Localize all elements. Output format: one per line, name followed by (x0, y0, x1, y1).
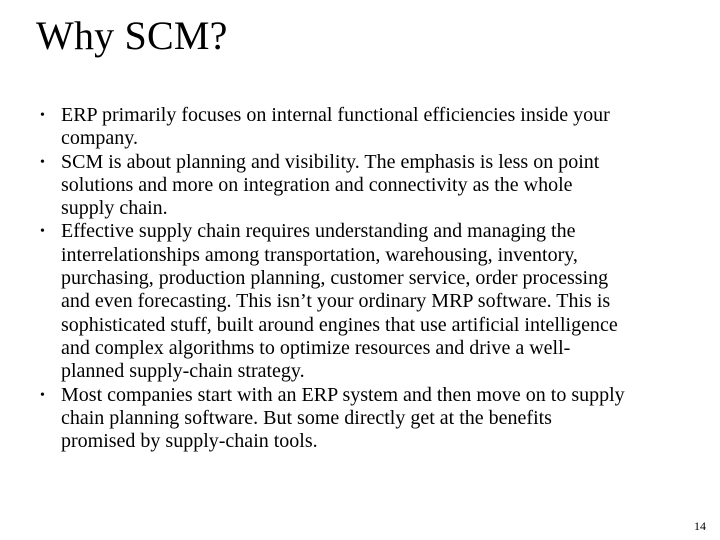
bullet-icon: • (40, 154, 45, 170)
bullet-text: Most companies start with an ERP system and then move on to supply chain planning software. But some directly get at the benefits promised by supply-chain tools. (61, 383, 625, 453)
bullet-item-erp-focus (40, 104, 630, 151)
bullet-text: SCM is about planning and visibility. The emphasis is less on point solutions and more on integration and connectivity as the whole supply chain. (61, 150, 600, 220)
bullet-text: ERP primarily focuses on internal functional efficiencies inside your company. (61, 104, 610, 150)
bullet-icon: • (40, 224, 45, 240)
bullet-icon: • (40, 387, 45, 403)
bullet-list (40, 104, 630, 453)
bullet-item-effective-supply-chain (40, 220, 630, 383)
bullet-icon: • (40, 108, 45, 123)
bullet-text: Effective supply chain requires understanding and managing the interrelationships among transportation, warehousing, inventory, purchasing, production planning, customer service, order processing and even forecasting. This isn’t your ordinary MRP software. This is sophisticated stuff, built around engines that use artificial intelligence and complex algorithms to optimize resources and drive a well-planned supply-chain strategy. (61, 220, 618, 383)
bullet-item-scm-planning (40, 151, 630, 221)
slide-title: Why SCM? (36, 13, 228, 58)
page-number: 14 (694, 519, 706, 533)
bullet-item-erp-then-scm (40, 384, 630, 454)
